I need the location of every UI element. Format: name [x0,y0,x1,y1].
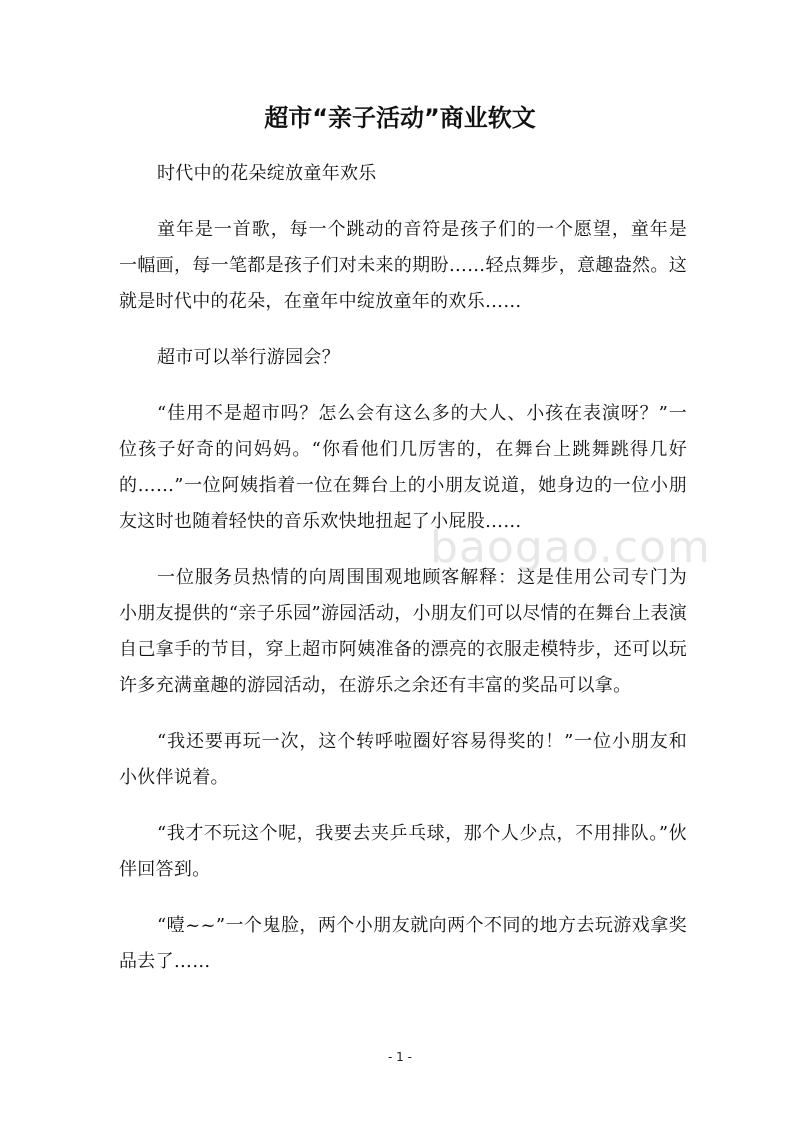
document-body [119,156,687,1000]
dialogue-paragraph: “我才不玩这个呢，我要去夹乒乓球，那个人少点，不用排队。”伙伴回答到。 [119,823,687,880]
dialogue-paragraph: “我还要再玩一次，这个转呼啦圈好容易得奖的！”一位小朋友和小伙伴说着。 [119,731,687,788]
dialogue-paragraph: “噎~~”一个鬼脸，两个小朋友就向两个不同的地方去玩游戏拿奖品去了…… [119,915,687,972]
watermark: baogao.com [430,522,711,573]
body-paragraph: 童年是一首歌，每一个跳动的音符是孩子们的一个愿望，童年是一幅画，每一笔都是孩子们对未来的期盼……轻点舞步，意趣盎然。这就是时代中的花朵，在童年中绽放童年的欢乐…… [119,219,687,312]
page-number: - 1 - [388,1050,412,1064]
subtitle-paragraph: 时代中的花朵绽放童年欢乐 [157,163,377,184]
body-paragraph: 一位服务员热情的向周围围观地顾客解释：这是佳用公司专门为小朋友提供的“亲子乐园”游园活动，小朋友们可以尽情的在舞台上表演自己拿手的节目，穿上超市阿姨准备的漂亮的衣服走模特步，还可以玩许多充满童趣的游园活动，在游乐之余还有丰富的奖品可以拿。 [119,567,688,696]
body-paragraph: “佳用不是超市吗？怎么会有这么多的大人、小孩在表演呀？”一位孩子好奇的问妈妈。“你看他们几厉害的，在舞台上跳舞跳得几好的……”一位阿姨指着一位在舞台上的小朋友说道，她身边的一位小朋友这时也随着轻快的音乐欢快地扭起了小屁股…… [119,403,687,532]
section-heading-paragraph: 超市可以举行游园会？ [157,347,340,368]
document-title: 超市“亲子活动”商业软文 [264,104,536,132]
